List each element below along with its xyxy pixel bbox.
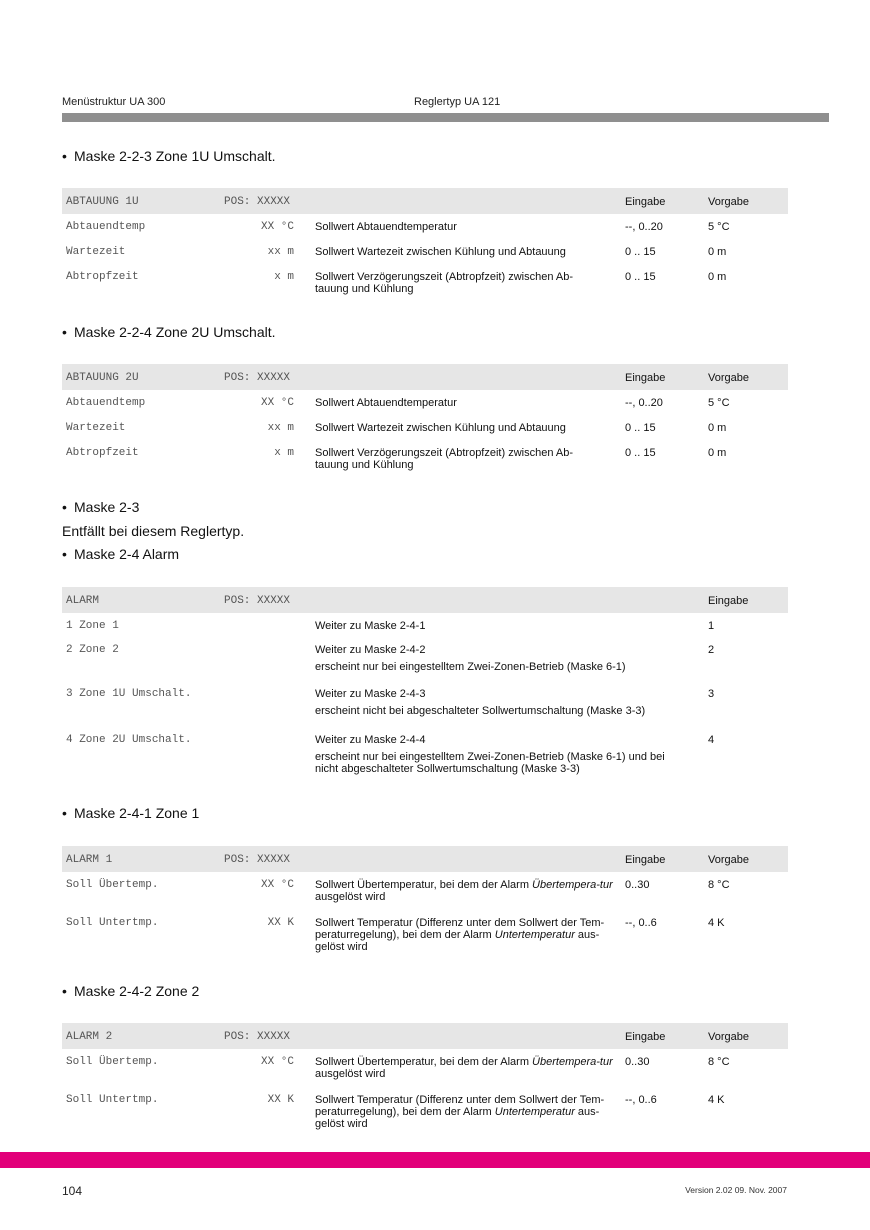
param-description — [315, 1094, 620, 1130]
param-default: 4 K — [708, 917, 725, 929]
param-unit: x m — [274, 447, 294, 459]
table-row — [62, 246, 788, 271]
alarm-name: Untertemperatur — [494, 1106, 575, 1118]
table-row — [62, 917, 788, 961]
desc-text: ausgelöst wird — [315, 891, 386, 903]
section-note: Entfällt bei diesem Reglertyp. — [62, 523, 245, 539]
table-2-2-4 — [62, 364, 788, 470]
menu-entry-input: 4 — [708, 734, 715, 746]
alarm-name: Übertempera-tur — [532, 879, 613, 891]
param-default: 0 m — [708, 422, 727, 434]
param-description — [315, 879, 620, 903]
section-title-text: Maske 2-4-1 Zone 1 — [74, 805, 200, 821]
param-name: Abtropfzeit — [66, 447, 139, 459]
menu-entry-link-text: Weiter zu Maske 2-4-2 — [315, 644, 426, 656]
menu-entry-input: 2 — [708, 644, 715, 656]
table-header — [62, 364, 788, 390]
param-default: 4 K — [708, 1094, 725, 1106]
param-input-range: --, 0..6 — [625, 917, 657, 929]
mask-pos: POS: XXXXX — [224, 372, 291, 384]
param-name: Soll Untertmp. — [66, 917, 159, 929]
section-title-text: Maske 2-2-4 Zone 2U Umschalt. — [74, 324, 276, 340]
param-name: Wartezeit — [66, 422, 126, 434]
param-default: 5 °C — [708, 397, 730, 409]
bullet-icon: • — [62, 324, 67, 340]
menu-entry-link-text: Weiter zu Maske 2-4-3 — [315, 688, 426, 700]
param-unit: XX °C — [260, 879, 294, 891]
mask-name: ALARM 2 — [66, 1031, 113, 1043]
bullet-icon: • — [62, 148, 67, 164]
param-description — [315, 917, 620, 953]
param-unit: xx m — [267, 422, 294, 434]
param-description: Sollwert Wartezeit zwischen Kühlung und Abtauung — [315, 422, 566, 434]
table-row — [62, 397, 788, 422]
desc-text: Sollwert Temperatur (Differenz unter dem Sollwert der Tem-peraturregelung), bei dem der Alarm — [315, 1094, 605, 1118]
bullet-icon: • — [62, 499, 67, 515]
table-row — [62, 734, 788, 790]
menu-entry-description — [315, 734, 687, 775]
mask-name: ABTAUUNG 1U — [66, 196, 139, 208]
menu-entry-condition: erscheint nicht bei abgeschalteter Sollwertumschaltung (Maske 3-3) — [315, 705, 646, 717]
table-2-4-2 — [62, 1023, 788, 1131]
mask-pos: POS: XXXXX — [224, 854, 291, 866]
version-info: Version 2.02 09. Nov. 2007 — [685, 1185, 787, 1195]
section-title-2-3 — [62, 499, 139, 515]
menu-entry-link-text: Weiter zu Maske 2-4-1 — [315, 620, 426, 632]
col-default-header: Vorgabe — [708, 1031, 749, 1043]
menu-entry-description — [315, 688, 687, 717]
mask-name: ALARM 1 — [66, 854, 113, 866]
mask-pos: POS: XXXXX — [224, 1031, 291, 1043]
table-row — [62, 447, 788, 477]
param-unit: XX K — [267, 1094, 294, 1106]
footer-accent-bar — [0, 1152, 870, 1168]
alarm-name: Übertempera-tur — [532, 1056, 613, 1068]
param-input-range: 0 .. 15 — [625, 422, 656, 434]
section-title-2-2-3 — [62, 148, 276, 164]
mask-name: ABTAUUNG 2U — [66, 372, 139, 384]
alarm-name: Untertemperatur — [494, 929, 575, 941]
param-input-range: --, 0..20 — [625, 397, 663, 409]
param-input-range: 0 .. 15 — [625, 447, 656, 459]
table-row — [62, 620, 788, 644]
bullet-icon: • — [62, 983, 67, 999]
param-description: Sollwert Wartezeit zwischen Kühlung und Abtauung — [315, 246, 566, 258]
param-name: Soll Übertemp. — [66, 879, 159, 891]
mask-pos: POS: XXXXX — [224, 595, 291, 607]
header-divider-bar — [62, 113, 829, 122]
desc-text: Sollwert Übertemperatur, bei dem der Alarm — [315, 1056, 533, 1068]
section-title-2-4-2 — [62, 983, 199, 999]
param-input-range: 0 .. 15 — [625, 246, 656, 258]
mask-pos: POS: XXXXX — [224, 196, 291, 208]
section-title-text: Maske 2-4-2 Zone 2 — [74, 983, 200, 999]
col-default-header: Vorgabe — [708, 196, 749, 208]
table-row — [62, 1056, 788, 1094]
param-name: Soll Übertemp. — [66, 1056, 159, 1068]
menu-entry: 2 Zone 2 — [66, 644, 119, 656]
menu-entry-input: 3 — [708, 688, 715, 700]
table-row — [62, 271, 788, 301]
param-default: 5 °C — [708, 221, 730, 233]
mask-name: ALARM — [66, 595, 100, 607]
param-name: Soll Untertmp. — [66, 1094, 159, 1106]
param-name: Abtropfzeit — [66, 271, 139, 283]
param-name: Abtauendtemp — [66, 221, 146, 233]
desc-text: Sollwert Temperatur (Differenz unter dem Sollwert der Tem-peraturregelung), bei dem der Alarm — [315, 917, 605, 941]
table-header — [62, 1023, 788, 1049]
col-input-header: Eingabe — [625, 1031, 666, 1043]
section-title-2-4 — [62, 546, 179, 562]
col-default-header: Vorgabe — [708, 854, 749, 866]
table-row — [62, 688, 788, 734]
desc-text: aus-gelöst wird — [315, 1106, 600, 1130]
header-document-title: Menüstruktur UA 300 — [62, 96, 166, 108]
table-header — [62, 846, 788, 872]
param-unit: xx m — [267, 246, 294, 258]
menu-entry: 3 Zone 1U Umschalt. — [66, 688, 192, 700]
param-description: Sollwert Verzögerungszeit (Abtropfzeit) zwischen Ab-tauung und Kühlung — [315, 271, 574, 295]
param-default: 8 °C — [708, 879, 730, 891]
param-unit: XX °C — [260, 1056, 294, 1068]
param-default: 0 m — [708, 447, 727, 459]
param-default: 0 m — [708, 271, 727, 283]
col-input-header: Eingabe — [625, 854, 666, 866]
menu-entry-condition: erscheint nur bei eingestelltem Zwei-Zonen-Betrieb (Maske 6-1) — [315, 661, 626, 673]
param-name: Wartezeit — [66, 246, 126, 258]
desc-text: Sollwert Übertemperatur, bei dem der Alarm — [315, 879, 533, 891]
param-name: Abtauendtemp — [66, 397, 146, 409]
param-default: 8 °C — [708, 1056, 730, 1068]
section-title-2-4-1 — [62, 805, 199, 821]
col-default-header: Vorgabe — [708, 372, 749, 384]
param-description: Sollwert Abtauendtemperatur — [315, 221, 457, 233]
col-input-header: Eingabe — [625, 196, 666, 208]
desc-text: ausgelöst wird — [315, 1068, 386, 1080]
table-2-4-1 — [62, 846, 788, 954]
menu-entry: 4 Zone 2U Umschalt. — [66, 734, 192, 746]
param-description — [315, 1056, 620, 1080]
section-title-2-2-4 — [62, 324, 276, 340]
param-input-range: 0 .. 15 — [625, 271, 656, 283]
page-number: 104 — [62, 1184, 83, 1198]
menu-entry-link-text: Weiter zu Maske 2-4-4 — [315, 734, 426, 746]
param-input-range: 0..30 — [625, 879, 650, 891]
param-default: 0 m — [708, 246, 727, 258]
table-header — [62, 587, 788, 613]
param-description: Sollwert Verzögerungszeit (Abtropfzeit) zwischen Ab-tauung und Kühlung — [315, 447, 574, 471]
table-row — [62, 879, 788, 917]
param-unit: XX K — [267, 917, 294, 929]
desc-text: aus-gelöst wird — [315, 929, 600, 953]
menu-entry-input: 1 — [708, 620, 715, 632]
menu-entry: 1 Zone 1 — [66, 620, 119, 632]
bullet-icon: • — [62, 805, 67, 821]
table-2-2-3 — [62, 188, 788, 294]
param-unit: XX °C — [260, 221, 294, 233]
menu-entry-description — [315, 620, 687, 632]
section-title-text: Maske 2-2-3 Zone 1U Umschalt. — [74, 148, 276, 164]
table-row — [62, 221, 788, 246]
table-row — [62, 422, 788, 447]
section-title-text: Maske 2-4 Alarm — [74, 546, 180, 562]
param-unit: x m — [274, 271, 294, 283]
col-input-header: Eingabe — [625, 372, 666, 384]
table-row — [62, 1094, 788, 1138]
param-input-range: --, 0..6 — [625, 1094, 657, 1106]
section-title-text: Maske 2-3 — [74, 499, 140, 515]
table-2-4 — [62, 587, 788, 783]
menu-entry-condition: erscheint nur bei eingestelltem Zwei-Zonen-Betrieb (Maske 6-1) und bei nicht abgeschalteter Sollwertumschaltung (Maske 3-3) — [315, 751, 665, 775]
col-input-header: Eingabe — [708, 595, 749, 607]
param-input-range: 0..30 — [625, 1056, 650, 1068]
table-row — [62, 644, 788, 688]
menu-entry-description — [315, 644, 687, 673]
param-unit: XX °C — [260, 397, 294, 409]
param-input-range: --, 0..20 — [625, 221, 663, 233]
bullet-icon: • — [62, 546, 67, 562]
param-description: Sollwert Abtauendtemperatur — [315, 397, 457, 409]
table-header — [62, 188, 788, 214]
header-controller-type: Reglertyp UA 121 — [414, 96, 501, 108]
